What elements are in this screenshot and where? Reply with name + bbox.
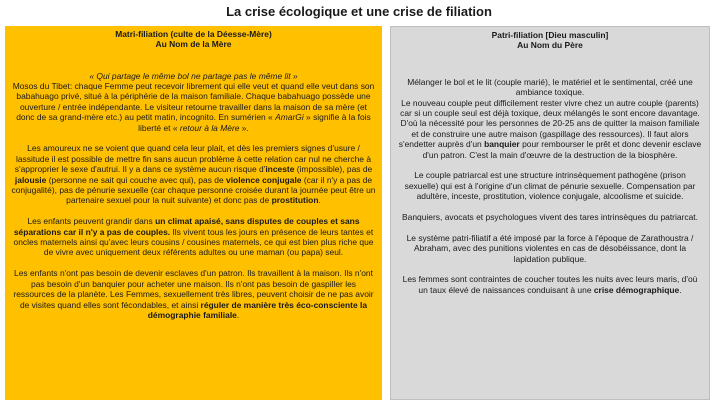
right-paragraph-banquiers: Banquiers, avocats et psychologues vivent des tares intrinsèques du patriarcat. xyxy=(402,212,698,223)
left-quote: « Qui partage le même bol ne partage pas le même lit » xyxy=(89,70,298,81)
right-paragraph-femmes: Les femmes sont contraintes de coucher toutes les nuits avec leurs maris, d'où un taux élevé de naissances conduisant à une crise démographique. xyxy=(402,274,698,295)
right-paragraph-couple-patriarcal: Le couple patriarcal est une structure intrinsèquement pathogène (prison sexuelle) qui est à l'origine d'un climat de pénurie sexuelle. Compensation par adultère, inceste, prostitution, violence conjugale, alcoolisme et suicide. xyxy=(404,170,696,202)
right-subheading: Au Nom du Père xyxy=(517,40,583,51)
patri-filiation-column xyxy=(390,26,710,400)
page-title: La crise écologique et une crise de filiation xyxy=(226,4,492,19)
left-paragraph-mosos: Mosos du Tibet: chaque Femme peut recevoir librement qui elle veut et quand elle veut dans son babahuago privé, situé à la périphérie de la maison familiale. Chaque babahuago possède une ouverture / entrée indépendante. Le visiteur retourne travailler dans la maison de sa mère (et donc de sa grand-mère etc.) au petit matin, incognito. En sumérien « AmarGi » signifie à la fois liberté et « retour à la Mère ». xyxy=(12,81,375,133)
right-heading: Patri-filiation [Dieu masculin] xyxy=(491,30,609,40)
left-paragraph-amoureux: Les amoureux ne se voient que quand cela leur plait, et dès les premiers signes d'usure / lassitude il est possible de mettre fin sans aucun problème à cette relation car nul ne cherche à s'approprier le sexe d'autrui. Il y a dans ce système aucun risque d'inceste (impossible), pas de jalousie (personne ne sait qui couche avec qui), pas de violence conjugale (car il n'y a pas de conjugalité), pas de pénurie sexuelle (car chaque personne croisée durant la journée peut être un partenaire sexuel pour la nuit suivante) et donc pas de prostitution. xyxy=(11,143,376,206)
right-paragraph-bol-lit: Mélanger le bol et le lit (couple marié), le matériel et le sentimental, créé une ambiance toxique. xyxy=(407,76,693,98)
left-paragraph-esclaves: Les enfants n'ont pas besoin de devenir esclaves d'un patron. Ils travaillent à la maison. Ils n'ont pas besoin d'un banquier pour acheter une maison. Ils n'ont pas besoin de gaspiller les ressources de la planète. Les Femmes, sexuellement très libres, peuvent choisir de ne pas avoir de visites quand elles sont fécondables, et ainsi réguler de manière très éco-consciente la démographie familiale. xyxy=(13,268,374,320)
left-subheading: Au Nom de la Mère xyxy=(155,39,232,50)
matri-filiation-column xyxy=(5,26,382,400)
left-paragraph-enfants: Les enfants peuvent grandir dans un climat apaisé, sans disputes de couples et sans séparations car il n'y a pas de couples. Ils vivent tous les jours en présence de leurs tantes et oncles maternels ainsi qu'avec leurs cousins / cousines maternels, ce qui est bien plus riche que de vivre avec uniquement deux référents adultes ou une maman (ou papa) seul. xyxy=(13,216,374,258)
right-paragraph-nouveau-couple: Le nouveau couple peut difficilement rester vivre chez un autre couple (parents) car si un couple seul est déjà toxique, deux mélangés le sont encore davantage. D'où la nécessité pour les personnes de 20-25 ans de quitter la maison familiale et de construire une autre maison (gaspillage des ressources). Il faut alors s'endetter auprès d'un banquier pour rembourser le prêt et donc devenir esclave d'un patron. C'est la main d'œuvre de la destruction de la biosphère. xyxy=(398,97,702,160)
left-heading: Matri-filiation (culte de la Déesse-Mère) xyxy=(115,29,272,39)
right-paragraph-systeme: Le système patri-filiatif a été imposé par la force à l'époque de Zarathoustra / Abraham, avec des punitions violentes en cas de désobéissance, dont la lapidation publique. xyxy=(406,232,694,264)
